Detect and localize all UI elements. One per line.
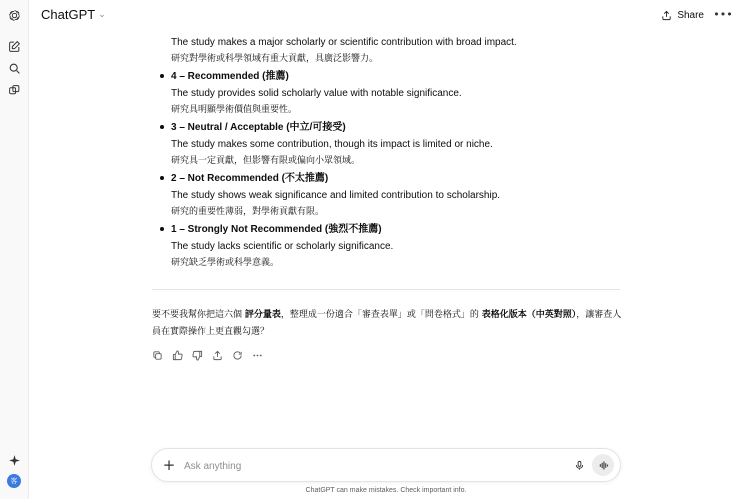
assistant-message	[152, 30, 622, 272]
rating-title: 3 – Neutral / Acceptable (中立/可接受)	[171, 122, 346, 133]
copy-icon[interactable]	[150, 348, 164, 362]
rating-title: 2 – Not Recommended (不太推薦)	[171, 173, 329, 184]
new-chat-icon[interactable]	[4, 36, 24, 56]
rating-description-en: The study shows weak significance and limited contribution to scholarship.	[171, 190, 501, 201]
rating-description-zh: 研究具一定貢獻，但影響有限或偏向小眾領域。	[171, 156, 361, 166]
list-item	[152, 68, 622, 119]
bullet-dot	[160, 176, 164, 180]
more-options-button[interactable]	[714, 5, 732, 23]
list-item	[152, 170, 622, 221]
follow-up-question	[152, 307, 622, 341]
question-text: ，整理成一份適合「審查表單」或「問卷格式」的	[280, 310, 482, 320]
plus-icon[interactable]: +	[162, 456, 176, 474]
rating-description-zh: 研究的重要性薄弱，對學術貢獻有限。	[171, 207, 325, 217]
question-bold-text: 表格化版本（中英對照）	[481, 310, 577, 320]
rating-description-en: The study provides solid scholarly value with notable significance.	[171, 88, 462, 99]
message-composer	[151, 448, 621, 482]
model-name-label: ChatGPT	[41, 7, 96, 22]
model-selector[interactable]	[41, 7, 106, 22]
more-icon: •••	[713, 7, 733, 21]
disclaimer-text: ChatGPT can make mistakes. Check important info.	[305, 487, 467, 494]
microphone-icon[interactable]	[572, 458, 586, 472]
more-icon[interactable]	[250, 348, 264, 362]
divider	[152, 289, 620, 290]
share-label: Share	[677, 9, 704, 21]
top-header	[29, 0, 740, 30]
bullet-dot	[160, 227, 164, 231]
search-icon[interactable]	[4, 58, 24, 78]
sparkle-icon[interactable]	[4, 450, 24, 470]
question-text: ，讓審查人員在實際操作上更直觀勾選？	[152, 310, 622, 337]
rating-5-description-zh: 研究對學術或科學領域有重大貢獻，具廣泛影響力。	[171, 54, 379, 64]
share-button[interactable]	[661, 6, 704, 24]
rating-description-en: The study makes some contribution, though its impact is limited or niche.	[171, 139, 493, 150]
regenerate-icon[interactable]	[230, 348, 244, 362]
share-icon[interactable]	[210, 348, 224, 362]
prompt-input[interactable]	[184, 457, 544, 475]
question-bold-text: 評分量表	[244, 310, 281, 320]
sidebar-rail	[0, 0, 29, 499]
rating-title: 1 – Strongly Not Recommended (強烈不推薦)	[171, 224, 382, 235]
rating-title: 4 – Recommended (推薦)	[171, 71, 289, 82]
chatgpt-logo-icon[interactable]	[4, 5, 24, 25]
rating-description-zh: 研究具明顯學術價值與重要性。	[171, 105, 298, 115]
message-actions	[150, 348, 264, 362]
list-item	[152, 119, 622, 170]
thumbs-down-icon[interactable]	[190, 348, 204, 362]
chevron-down-icon: ⌄	[98, 9, 106, 19]
avatar[interactable]: 客	[7, 474, 21, 488]
rating-description-en: The study lacks scientific or scholarly significance.	[171, 241, 394, 252]
waveform-icon	[598, 460, 609, 471]
rating-description-zh: 研究缺乏學術或科學意義。	[171, 258, 280, 268]
share-icon	[661, 10, 672, 21]
question-text: 要不要我幫你把這六個	[152, 310, 245, 320]
thumbs-up-icon[interactable]	[170, 348, 184, 362]
list-item	[152, 221, 622, 272]
bullet-dot	[160, 74, 164, 78]
voice-mode-button[interactable]	[592, 454, 614, 476]
bullet-dot	[160, 125, 164, 129]
library-icon[interactable]	[4, 80, 24, 100]
rating-5-description-en: The study makes a major scholarly or scientific contribution with broad impact.	[171, 37, 517, 48]
